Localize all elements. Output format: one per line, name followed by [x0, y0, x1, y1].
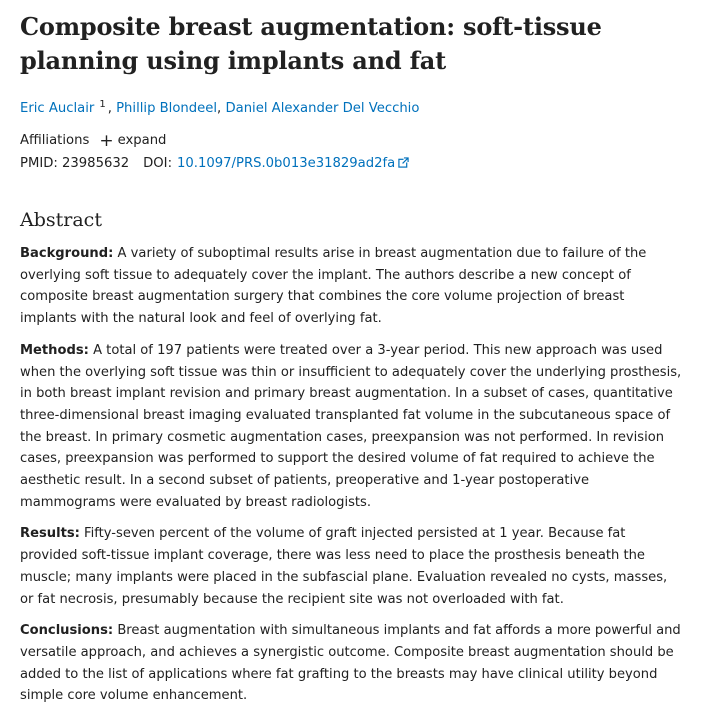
affiliations-row: [20, 132, 684, 150]
author-link-auclair[interactable]: Eric Auclair: [20, 101, 95, 116]
article-page: [20, 10, 684, 707]
author-separator: ,: [217, 101, 222, 116]
identifiers-row: [20, 155, 684, 173]
author-list: [20, 96, 684, 118]
expand-label: expand: [117, 133, 167, 148]
author-link-del-vecchio[interactable]: Daniel Alexander Del Vecchio: [225, 101, 420, 116]
affiliation-ref[interactable]: 1: [99, 99, 106, 110]
abstract-conclusions: [20, 620, 684, 707]
external-link-icon: [398, 157, 409, 168]
section-label: Conclusions:: [20, 623, 114, 639]
affiliations-label: Affiliations: [20, 133, 90, 148]
abstract-heading: Abstract: [20, 209, 102, 231]
doi-link[interactable]: [177, 155, 409, 173]
section-text: A variety of suboptimal results arise in breast augmentation due to failure of the overlying soft tissue to adequately cover the implant. The authors describe a new concept of composite breast augmentation surgery that combines the core volume projection of breast implants with the natural look and feel of overlying fat.: [20, 246, 647, 327]
doi-label: DOI:: [143, 156, 173, 171]
expand-affiliations-button[interactable]: [99, 132, 166, 150]
section-label: Results:: [20, 526, 80, 542]
section-label: Background:: [20, 246, 114, 261]
doi-value: 10.1097/PRS.0b013e31829ad2fa: [177, 156, 396, 171]
pmid: PMID: 23985632: [20, 156, 130, 171]
author-link-blondeel[interactable]: Phillip Blondeel: [116, 101, 218, 116]
author-separator: ,: [107, 101, 112, 116]
article-title: Composite breast augmentation: soft-tissue planning using implants and fat: [20, 12, 602, 75]
abstract-methods: [20, 340, 684, 514]
section-label: Methods:: [20, 342, 89, 358]
abstract-results: [20, 523, 684, 610]
abstract-background: [20, 243, 684, 330]
section-text: Fifty-seven percent of the volume of graft injected persisted at 1 year. Because fat provided soft-tissue implant coverage, there was less need to place the prosthesis beneath the muscle; many implants were placed in the subfascial plane. Evaluation revealed no cysts, masses, or fat necrosis, presumably because the recipient site was not overloaded with fat.: [20, 526, 668, 607]
section-text: A total of 197 patients were treated over a 3-year period. This new approach was used when the overlying soft tissue was thin or insufficient to adequately cover the underlying prosthesis, in both breast implant revision and primary breast augmentation. In a subset of cases, quantitative three-dimensional breast imaging evaluated transplanted fat volume in the subcutaneous space of the breast. In primary cosmetic augmentation cases, preexpansion was not performed. In revision cases, preexpansion was performed to support the desired volume of fat required to achieve the aesthetic result. In a second subset of patients, preoperative and 1-year postoperative mammograms were evaluated by breast radiologists.: [20, 342, 682, 510]
plus-icon: +: [99, 131, 114, 151]
section-text: Breast augmentation with simultaneous implants and fat affords a more powerful and versatile approach, and achieves a synergistic outcome. Composite breast augmentation should be added to the list of applications where fat grafting to the breasts may have clinical utility beyond simple core volume enhancement.: [20, 623, 681, 704]
